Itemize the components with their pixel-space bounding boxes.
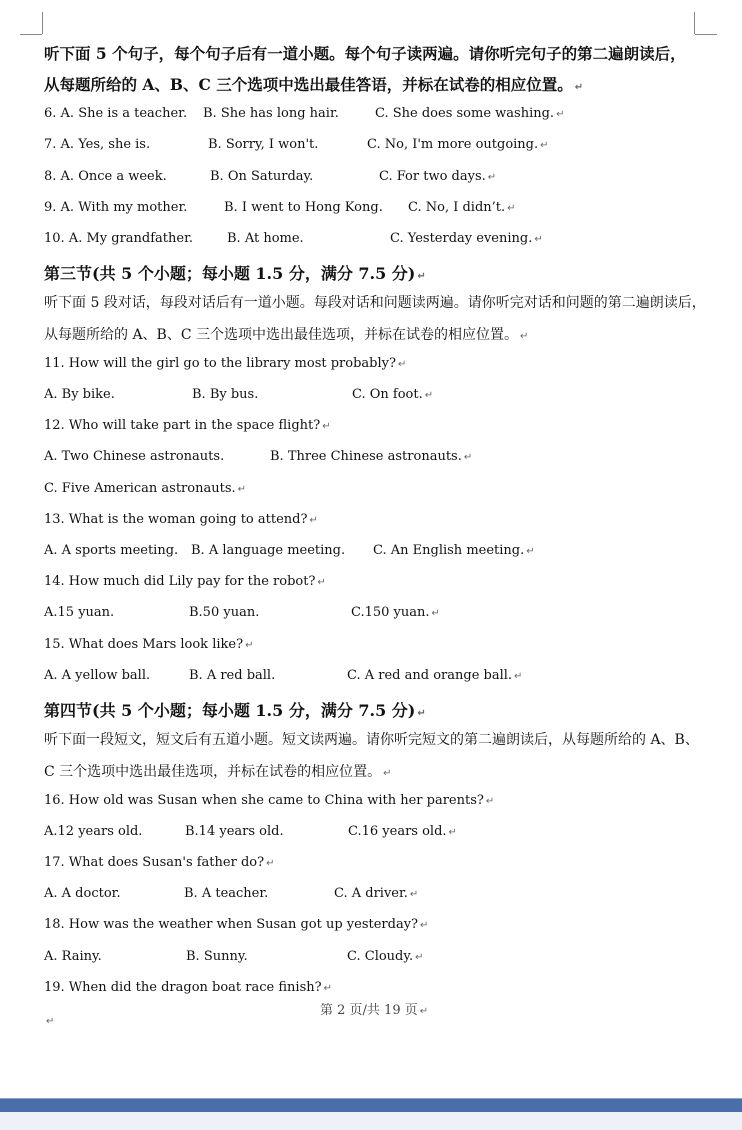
option-c: C. A red and orange ball. ↵ <box>347 668 523 683</box>
paragraph-mark: ↵ <box>448 827 457 838</box>
option-c: C. No, I'm more outgoing. ↵ <box>367 137 549 152</box>
instruction-line: 从每题所给的 A、B、C 三个选项中选出最佳答语，并标在试卷的相应位置。 ↵ <box>44 75 584 94</box>
option-c: C. On foot. ↵ <box>352 387 434 402</box>
question-12-option-c: C. Five American astronauts. ↵ <box>44 481 247 496</box>
paragraph-mark: ↵ <box>309 515 318 526</box>
crop-mark-left <box>42 12 43 34</box>
paragraph-mark: ↵ <box>419 1006 429 1017</box>
paragraph-mark: ↵ <box>266 858 275 869</box>
instruction-line: 听下面一段短文，短文后有五道小题。短文读两遍。请你听完短文的第二遍朗读后，从每题所给的 A、B、 <box>44 732 699 748</box>
paragraph-mark: ↵ <box>526 546 535 557</box>
option-a: 7. A. Yes, she is. <box>44 137 151 152</box>
option-c: C. For two days. ↵ <box>379 169 497 184</box>
question-12: 12. Who will take part in the space flight? ↵ <box>44 418 331 433</box>
option-a: 8. A. Once a week. <box>44 169 167 184</box>
question-11: 11. How will the girl go to the library most probably? ↵ <box>44 356 407 371</box>
paragraph-mark: ↵ <box>409 889 419 900</box>
paragraph-mark: ↵ <box>417 708 426 719</box>
paragraph-mark: ↵ <box>322 421 331 432</box>
option-b: B. At home. <box>227 231 304 246</box>
option-c: C. No, I didn’t. ↵ <box>408 200 516 215</box>
paragraph-mark: ↵ <box>397 359 407 370</box>
paragraph-mark: ↵ <box>520 331 529 342</box>
crop-mark-left <box>20 34 42 35</box>
instruction-line: 听下面 5 段对话，每段对话后有一道小题。每段对话和问题读两遍。请你听完对话和问题的第二遍朗读后， <box>44 295 706 311</box>
paragraph-mark: ↵ <box>237 484 247 495</box>
option-b: B. On Saturday. <box>210 169 314 184</box>
option-b: B. By bus. <box>192 387 259 402</box>
paragraph-mark: ↵ <box>245 640 254 651</box>
paragraph-mark: ↵ <box>556 109 565 120</box>
option-a: A.12 years old. <box>44 824 143 839</box>
question-15: 15. What does Mars look like? ↵ <box>44 637 254 652</box>
option-a: 10. A. My grandfather. <box>44 231 193 246</box>
paragraph-mark: ↵ <box>431 608 440 619</box>
paragraph-mark: ↵ <box>574 82 584 93</box>
option-b: B. She has long hair. <box>203 106 339 121</box>
paragraph-mark: ↵ <box>540 140 549 151</box>
crop-mark-right <box>695 34 717 35</box>
instruction-line: 从每题所给的 A、B、C 三个选项中选出最佳选项，并标在试卷的相应位置。 ↵ <box>44 327 529 343</box>
option-b: B.14 years old. <box>185 824 284 839</box>
crop-mark-right <box>694 12 695 34</box>
window-bottom-area <box>0 1112 742 1130</box>
window-bottom-bar <box>0 1098 742 1112</box>
paragraph-mark: ↵ <box>424 390 434 401</box>
paragraph-mark: ↵ <box>463 452 473 463</box>
paragraph-mark: ↵ <box>487 172 497 183</box>
option-a: A.15 yuan. <box>44 605 115 620</box>
option-b: B.50 yuan. <box>189 605 260 620</box>
option-a: A. Two Chinese astronauts. <box>44 449 225 464</box>
option-c: C.16 years old. ↵ <box>348 824 457 839</box>
question-13: 13. What is the woman going to attend? ↵ <box>44 512 318 527</box>
option-a: 6. A. She is a teacher. <box>44 106 188 121</box>
question-18: 18. How was the weather when Susan got up yesterday? ↵ <box>44 917 429 932</box>
question-19: 19. When did the dragon boat race finish? ↵ <box>44 980 332 995</box>
section-heading: 第四节(共 5 个小题；每小题 1.5 分，满分 7.5 分) ↵ <box>44 701 426 720</box>
option-b: B. A language meeting. <box>191 543 346 558</box>
paragraph-mark: ↵ <box>323 983 332 994</box>
paragraph-mark: ↵ <box>317 577 326 588</box>
paragraph-mark: ↵ <box>485 796 495 807</box>
instruction-line: 听下面 5 个句子，每个句子后有一道小题。每个句子读两遍。请你听完句子的第二遍朗读后， <box>44 44 686 63</box>
option-a: A. A sports meeting. <box>44 543 179 558</box>
option-c: C.150 yuan. ↵ <box>351 605 440 620</box>
option-c: C. An English meeting. ↵ <box>373 543 535 558</box>
paragraph-mark: ↵ <box>383 768 392 779</box>
option-b: B. Sorry, I won't. <box>208 137 319 152</box>
option-b: B. Sunny. <box>186 949 248 964</box>
paragraph-mark: ↵ <box>514 671 523 682</box>
instruction-line: C 三个选项中选出最佳选项，并标在试卷的相应位置。 ↵ <box>44 764 392 780</box>
paragraph-mark: ↵ <box>415 952 424 963</box>
option-a: A. Rainy. <box>44 949 102 964</box>
option-c: C. A driver. ↵ <box>334 886 419 901</box>
paragraph-mark: ↵ <box>420 920 429 931</box>
question-14: 14. How much did Lily pay for the robot? ↵ <box>44 574 326 589</box>
section-heading: 第三节(共 5 个小题；每小题 1.5 分，满分 7.5 分) ↵ <box>44 264 426 283</box>
option-a: A. A yellow ball. <box>44 668 151 683</box>
paragraph-mark: ↵ <box>417 271 426 282</box>
paragraph-mark: ↵ <box>46 1016 55 1027</box>
option-a: 9. A. With my mother. <box>44 200 188 215</box>
option-c: C. Cloudy. ↵ <box>347 949 424 964</box>
question-17: 17. What does Susan's father do? ↵ <box>44 855 275 870</box>
option-b: B. A red ball. <box>189 668 276 683</box>
option-c: C. Yesterday evening. ↵ <box>390 231 543 246</box>
page-footer: 第 2 页/共 19 页 ↵ <box>320 1003 429 1018</box>
option-b: B. Three Chinese astronauts. ↵ <box>270 449 473 464</box>
option-a: A. By bike. <box>44 387 115 402</box>
question-16: 16. How old was Susan when she came to China with her parents? ↵ <box>44 793 495 808</box>
option-c: C. She does some washing. ↵ <box>375 106 565 121</box>
paragraph-mark: ↵ <box>507 203 516 214</box>
option-b: B. A teacher. <box>184 886 269 901</box>
option-a: A. A doctor. <box>44 886 121 901</box>
option-b: B. I went to Hong Kong. <box>224 200 383 215</box>
paragraph-mark: ↵ <box>534 234 543 245</box>
